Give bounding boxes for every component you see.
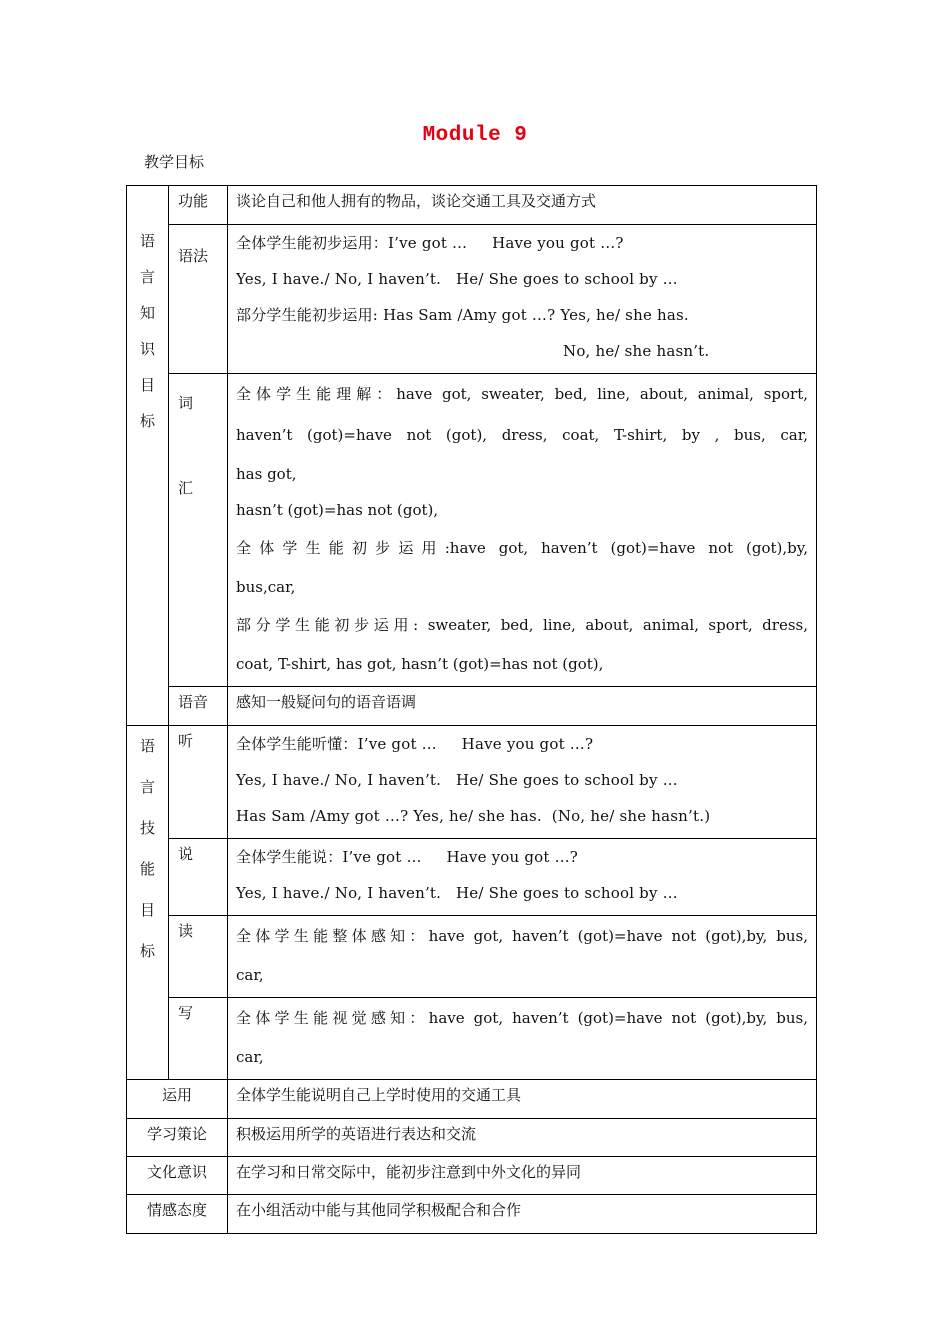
text-line: Has Sam /Amy got …? Yes, he/ she has. (No, he/ she hasn’t.) [236,807,711,825]
text-line: 在小组活动中能与其他同学积极配合和合作 [236,1201,522,1219]
text-line: 全体学生能理解：have got, sweater, bed, line, about, animal, sport, [236,385,808,403]
text-line: 感知一般疑问句的语音语调 [236,693,417,711]
content-emotional-attitude [228,1195,817,1234]
content-application [228,1080,817,1119]
label-vocabulary [169,374,228,687]
label-application: 运用 [127,1080,228,1119]
category-char: 言 [139,778,155,796]
label-cultural-awareness: 文化意识 [127,1157,228,1195]
text-line: haven’t (got)=have not (got), dress, coat, T-shirt, by , bus, car, [236,426,808,444]
category-char: 语 [139,232,155,250]
label-learning-strategy: 学习策论 [127,1119,228,1157]
content-cultural-awareness [228,1157,817,1195]
text-line: has got, [236,465,297,483]
content-writing [228,998,817,1080]
category-char: 言 [139,268,155,286]
text-line: coat, T-shirt, has got, hasn’t (got)=has not (got), [236,655,604,673]
label-grammar: 语法 [169,225,228,374]
content-speaking [228,839,817,916]
label-writing: 写 [169,998,228,1080]
category-char: 能 [139,860,155,878]
vocab-label-char: 汇 [178,479,194,497]
row-reading [127,916,817,998]
label-emotional-attitude: 情感态度 [127,1195,228,1234]
text-line: 全体学生能说明自己上学时使用的交通工具 [236,1086,522,1104]
category-char: 标 [139,942,155,960]
category-language-knowledge [127,186,169,726]
text-line: 全体学生能初步运用:have got, haven’t (got)=have not (got),by, [236,539,808,557]
row-phonetics [127,687,817,726]
category-language-skills [127,726,169,1080]
text-line: 积极运用所学的英语进行表达和交流 [236,1125,477,1143]
category-char: 目 [139,901,155,919]
content-phonetics [228,687,817,726]
text-line: hasn’t (got)=has not (got), [236,501,439,519]
row-grammar [127,225,817,374]
vocab-label-char: 词 [178,394,194,412]
row-listening [127,726,817,839]
text-line: 在学习和日常交际中，能初步注意到中外文化的异同 [236,1163,582,1181]
content-grammar [228,225,817,374]
row-vocabulary [127,374,817,687]
text-line: Yes, I have./ No, I haven’t. He/ She goes to school by … [236,771,678,789]
label-listening: 听 [169,726,228,839]
text-line: Yes, I have./ No, I haven’t. He/ She goes to school by … [236,884,678,902]
document-title: Module 9 [422,124,528,147]
text-line: 部分学生能初步运用: sweater, bed, line, about, animal, sport, dress, [236,616,808,634]
row-cultural-awareness [127,1157,817,1195]
section-heading: 教学目标 [144,153,205,171]
label-function: 功能 [169,186,228,225]
row-speaking [127,839,817,916]
text-line: 全体学生能初步运用：I’ve got … Have you got …? [236,234,624,252]
category-char: 知 [139,304,155,322]
category-char: 目 [139,376,155,394]
text-line: Yes, I have./ No, I haven’t. He/ She goes to school by … [236,270,678,288]
text-line: No, he/ she hasn’t. [563,342,710,360]
row-function [127,186,817,225]
label-speaking: 说 [169,839,228,916]
text-line: 全体学生能视觉感知：have got, haven’t (got)=have not (got),by, bus, [236,1009,808,1027]
text-line: car, [236,966,264,984]
text-line: 全体学生能整体感知：have got, haven’t (got)=have not (got),by, bus, [236,927,808,945]
content-function [228,186,817,225]
label-phonetics: 语音 [169,687,228,726]
text-line: 部分学生能初步运用: Has Sam /Amy got …? Yes, he/ she has. [236,306,689,324]
category-char: 技 [139,819,155,837]
content-vocabulary [228,374,817,687]
text-line: 谈论自己和他人拥有的物品，谈论交通工具及交通方式 [236,192,597,210]
category-char: 识 [139,340,155,358]
row-writing [127,998,817,1080]
category-char: 语 [139,737,155,755]
content-reading [228,916,817,998]
text-line: 全体学生能说：I’ve got … Have you got …? [236,848,579,866]
content-listening [228,726,817,839]
label-reading: 读 [169,916,228,998]
row-emotional-attitude [127,1195,817,1234]
text-line: car, [236,1048,264,1066]
row-learning-strategy [127,1119,817,1157]
text-line: bus,car, [236,578,296,596]
text-line: 全体学生能听懂：I’ve got … Have you got …? [236,735,594,753]
category-char: 标 [139,412,155,430]
row-application [127,1080,817,1119]
content-learning-strategy [228,1119,817,1157]
teaching-objectives-table [126,185,817,1234]
